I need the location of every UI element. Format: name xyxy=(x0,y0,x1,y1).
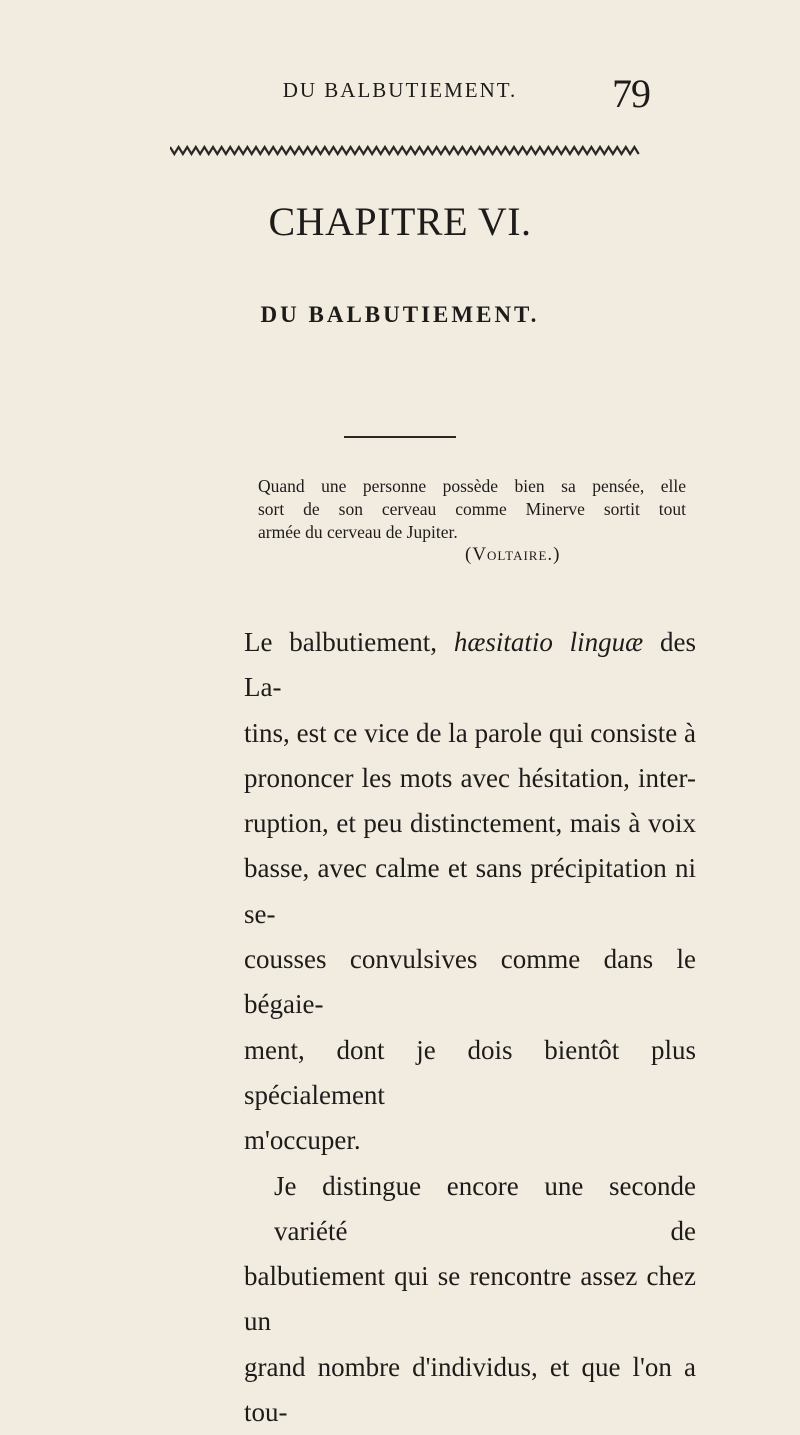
running-head: DU BALBUTIEMENT. xyxy=(282,78,518,102)
chapter-title: CHAPITRE VI. xyxy=(268,199,532,244)
epigraph-attribution: (Voltaire.) xyxy=(465,544,561,565)
decorative-border-ornament xyxy=(170,143,642,157)
body-line: grand nombre d'individus, et que l'on a tou- xyxy=(244,1351,696,1428)
body-text xyxy=(244,620,696,1435)
body-line: ment, dont je dois bientôt plus spécialement xyxy=(244,1034,696,1110)
body-line: tins, est ce vice de la parole qui consiste à xyxy=(244,717,696,748)
epigraph-line: sort de son cerveau comme Minerve sortit tout xyxy=(258,499,686,519)
body-line: cousses convulsives comme dans le bégaie- xyxy=(244,944,696,1020)
epigraph-line: Quand une personne possède bien sa pensée, elle xyxy=(258,476,686,496)
body-line: Je distingue encore une seconde variété de xyxy=(274,1170,696,1246)
body-text-run: Le balbutiement, xyxy=(244,627,454,657)
section-divider xyxy=(344,436,456,438)
latin-term: hæsitatio linguæ xyxy=(453,627,644,657)
body-line xyxy=(244,620,696,711)
epigraph-line: armée du cerveau de Jupiter. xyxy=(258,522,458,542)
body-text-run: des La- xyxy=(244,627,696,703)
body-line: m'occuper. xyxy=(244,1125,361,1156)
body-line: basse, avec calme et sans précipitation ni se- xyxy=(244,853,696,929)
page-number: 79 xyxy=(612,71,650,116)
epigraph xyxy=(258,475,686,544)
body-line: balbutiement qui se rencontre assez chez un xyxy=(244,1261,696,1337)
body-line: ruption, et peu distinctement, mais à voix xyxy=(244,808,696,839)
body-line: prononcer les mots avec hésitation, inter- xyxy=(244,762,696,793)
chapter-subtitle: DU BALBUTIEMENT. xyxy=(260,302,540,327)
